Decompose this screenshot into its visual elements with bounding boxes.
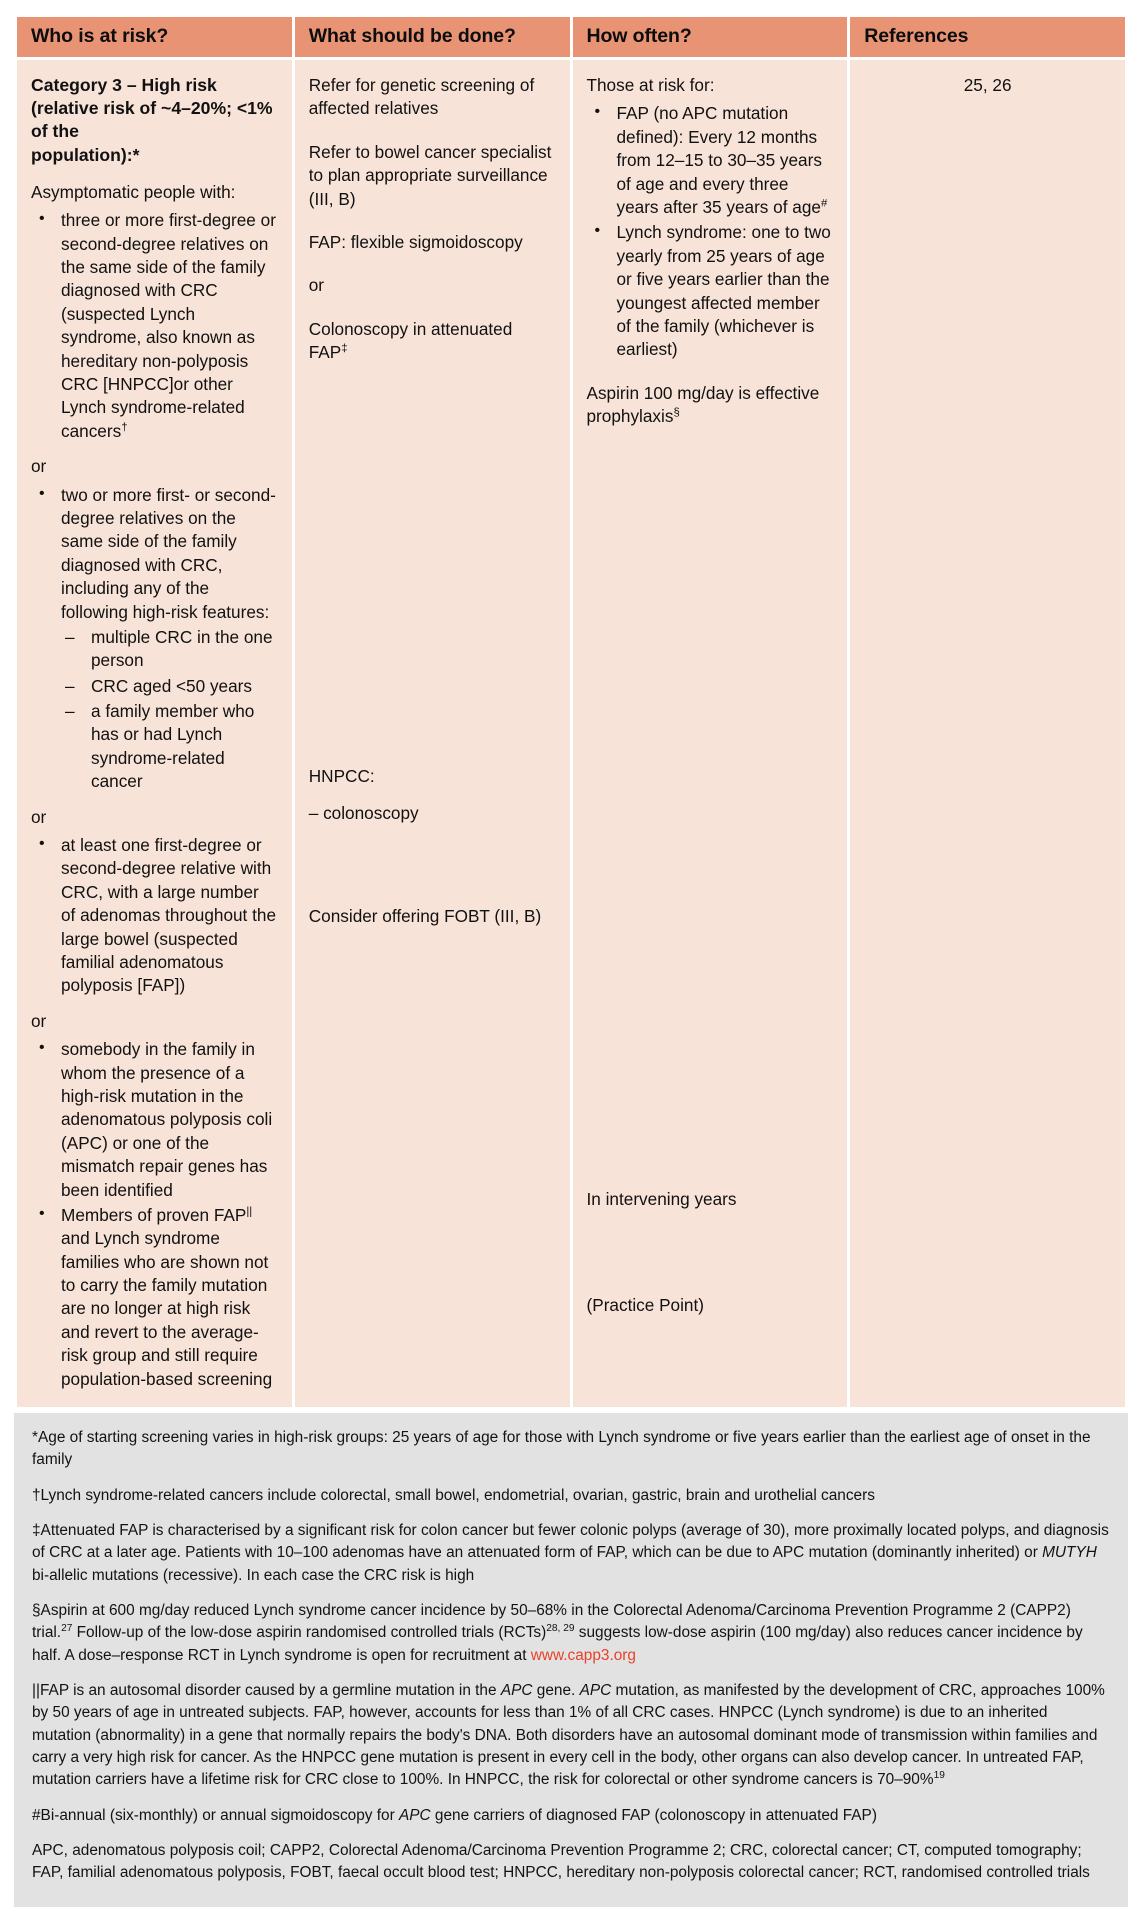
list-item: – multiple CRC in the one person: [61, 626, 278, 673]
list-item: • at least one first-degree or second-degree relative with CRC, with a large number of adenomas throughout the large bowel (suspected familial adenomatous polyposis [FAP]): [31, 834, 278, 998]
list-item: [31, 484, 278, 794]
footnote-section-part-b: Follow-up of the low-dose aspirin randomised controlled trials (RCTs): [72, 1624, 547, 1642]
table-header: [17, 17, 1125, 57]
footnote-hash: [32, 1805, 1110, 1827]
footnote-ddagger-part-a: ‡Attenuated FAP is characterised by a significant risk for colon cancer but fewer colonic polyps (average of 30), more proximally located polyps, and diagnosis of CRC at a later age. Patients with 10–100 adenomas have an attenuated form of FAP, which can be due to APC mutation (dominantly inherited) or: [32, 1522, 1109, 1562]
bullet-5-text-pre: Members of proven FAP: [61, 1204, 247, 1225]
category-title-line-1: Category 3 – High risk: [31, 75, 217, 95]
footnote-abbreviations: APC, adenomatous polyposis coil; CAPP2, Colorectal Adenoma/Carcinoma Prevention Programme 2; CRC, colorectal cancer; CT, computed tomography; FAP, familial adenomatous polyposis, FOBT, faecal occult blood test; HNPCC, hereditary non-polyposis colorectal cancer; RCT, randomised controlled trials: [32, 1841, 1090, 1882]
how-often-list: [587, 102, 834, 361]
footnote-ddagger-gene: MUTYH: [1042, 1544, 1097, 1562]
layout-spacer: [309, 385, 556, 765]
list-item: [587, 102, 834, 219]
layout-spacer: [587, 1232, 834, 1294]
capp3-link[interactable]: www.capp3.org: [530, 1646, 636, 1664]
action-or-separator: or: [308, 275, 325, 296]
cell-who-is-at-risk: [17, 60, 292, 1407]
footnote-ddagger-part-b: bi-allelic mutations (recessive). In each case the CRC risk is high: [32, 1566, 475, 1584]
action-hnpcc-label: HNPCC:: [308, 765, 375, 786]
risk-criteria-list-4: [31, 1038, 278, 1391]
citation-19: 19: [933, 1770, 945, 1782]
footnote-ref-parallel: ||: [246, 1205, 253, 1218]
how-often-practice-point: (Practice Point): [586, 1294, 704, 1315]
column-header-who-is-at-risk: Who is at risk?: [17, 17, 292, 57]
list-item: [31, 1204, 278, 1391]
or-separator-2: or: [31, 806, 47, 827]
how-often-intervening-years: In intervening years: [586, 1189, 737, 1210]
how-often-aspirin-text: Aspirin 100 mg/day is effective prophylaxis: [586, 382, 820, 427]
footnote-parallel-part-b: gene.: [532, 1681, 580, 1699]
action-bowel-specialist: Refer to bowel cancer specialist to plan appropriate surveillance (III, B): [308, 141, 552, 209]
high-risk-features-list: [61, 626, 278, 794]
bullet-5-text-post: and Lynch syndrome families who are shown not to carry the family mutation are no longer at high risk and revert to the average-risk group and still require population-based screening: [61, 1228, 273, 1389]
category-title-line-2: (relative risk of ~4–20%; <1% of the: [31, 98, 273, 142]
footnote-ddagger: [32, 1520, 1110, 1587]
list-item: • somebody in the family in whom the presence of a high-risk mutation in the adenomatous polyposis coli (APC) or one of the mismatch repair genes has been identified: [31, 1038, 278, 1202]
action-genetic-screening: Refer for genetic screening of affected relatives: [308, 75, 535, 119]
footnote-star: *Age of starting screening varies in high-risk groups: 25 years of age for those with Lynch syndrome or five years earlier than the earliest age of onset in the family: [32, 1429, 1091, 1469]
footnote-hash-part-b: gene carriers of diagnosed FAP (colonoscopy in attenuated FAP): [430, 1806, 877, 1824]
column-header-how-often: How often?: [573, 17, 848, 57]
table-body: [17, 60, 1125, 1407]
layout-spacer: [309, 845, 556, 905]
how-often-fap-text: FAP (no APC mutation defined): Every 12 months from 12–15 to 30–35 years of age and every three years after 35 years of age: [616, 103, 822, 217]
footnote-parallel-part-a: ||FAP is an autosomal disorder caused by a germline mutation in the: [32, 1681, 501, 1699]
footnote-parallel-gene-1: APC: [500, 1681, 533, 1699]
footnote-ref-hash: #: [820, 197, 828, 210]
action-colonoscopy-attenuated-fap: [309, 318, 556, 365]
list-item: – a family member who has or had Lynch syndrome-related cancer: [61, 700, 278, 794]
cell-references: [850, 60, 1125, 1407]
risk-criteria-list-3: [31, 834, 278, 998]
footnote-section-part-a: §Aspirin at 600 mg/day reduced Lynch syndrome cancer incidence by 50–68% in the Colorectal Adenoma/Carcinoma Prevention Programme 2 (CAPP2) trial.: [32, 1601, 1071, 1642]
footnotes-block: [14, 1413, 1128, 1907]
or-separator-3: or: [31, 1010, 47, 1031]
category-title: [31, 74, 278, 167]
action-colonoscopy-text: Colonoscopy in attenuated FAP: [308, 318, 513, 363]
how-often-aspirin: [587, 382, 834, 429]
footnote-parallel-part-c: mutation, as manifested by the development of CRC, approaches 100% by 50 years of age in untreated subjects. FAP, however, accounts for less than 1% of all CRC cases. HNPCC (Lynch syndrome) is due to an inherited mutation (abnormality) in a gene that normally repairs the body's DNA. Both disorders have an autosomal dominant mode of transmission within families and carry a very high risk for cancer. As the HNPCC gene mutation is present in every cell in the body, other organs can also develop cancer. In untreated FAP, mutation carriers have a lifetime risk for CRC close to 100%. In HNPCC, the risk for colorectal or other syndrome cancers is 70–90%: [32, 1681, 1105, 1789]
action-fap-sigmoidoscopy: FAP: flexible sigmoidoscopy: [308, 231, 523, 252]
footnote-section-part-c: suggests low-dose aspirin (100 mg/day) also reduces cancer incidence by half. A dose–response RCT in Lynch syndrome is open for recruitment at: [32, 1624, 1083, 1664]
list-item: – CRC aged <50 years: [61, 675, 278, 698]
list-item: • Lynch syndrome: one to two yearly from 25 years of age or five years earlier than the youngest affected member of the family (whichever is earliest): [587, 221, 834, 361]
action-consider-fobt: Consider offering FOBT (III, B): [308, 906, 542, 927]
risk-category-table: [14, 14, 1128, 1410]
footnote-dagger: †Lynch syndrome-related cancers include colorectal, small bowel, endometrial, ovarian, gastric, brain and urothelial cancers: [32, 1486, 875, 1504]
category-title-line-3: population):*: [31, 144, 140, 165]
risk-criteria-list-2: [31, 484, 278, 794]
list-item: [31, 209, 278, 443]
footnote-ref-section: §: [673, 406, 680, 419]
footnote-parallel: [32, 1680, 1110, 1792]
risk-criteria-list-1: [31, 209, 278, 443]
footnote-hash-gene: APC: [398, 1806, 431, 1824]
action-hnpcc-colonoscopy: – colonoscopy: [308, 802, 419, 823]
footnote-parallel-gene-2: APC: [579, 1681, 612, 1699]
reference-numbers: 25, 26: [963, 75, 1012, 95]
or-separator-1: or: [31, 456, 47, 477]
layout-spacer: [587, 448, 834, 1188]
column-header-references: References: [850, 17, 1125, 57]
citation-27: 27: [61, 1623, 73, 1635]
column-header-what-should-be-done: What should be done?: [295, 17, 570, 57]
footnote-ref-ddagger: ‡: [341, 342, 348, 355]
citation-28-29: 28, 29: [546, 1623, 575, 1635]
bullet-1-text: three or more first-degree or second-degree relatives on the same side of the family diagnosed with CRC (suspected Lynch syndrome, also known as hereditary non-polyposis CRC [HNPCC]or other Lynch syndrome-related cancers: [61, 210, 276, 441]
table-header-row: [17, 17, 1125, 57]
cell-what-should-be-done: [295, 60, 570, 1407]
footnote-ref-dagger: †: [121, 421, 128, 434]
footnote-section: [32, 1600, 1110, 1667]
how-often-lead: Those at risk for:: [586, 75, 715, 95]
footnote-hash-part-a: #Bi-annual (six-monthly) or annual sigmoidoscopy for: [32, 1806, 399, 1824]
bullet-2-text: two or more first- or second-degree relatives on the same side of the family diagnosed with CRC, including any of the following high-risk features:: [61, 484, 276, 622]
cell-how-often: [573, 60, 848, 1407]
table-row: [17, 60, 1125, 1407]
asymptomatic-lead: Asymptomatic people with:: [31, 181, 236, 202]
